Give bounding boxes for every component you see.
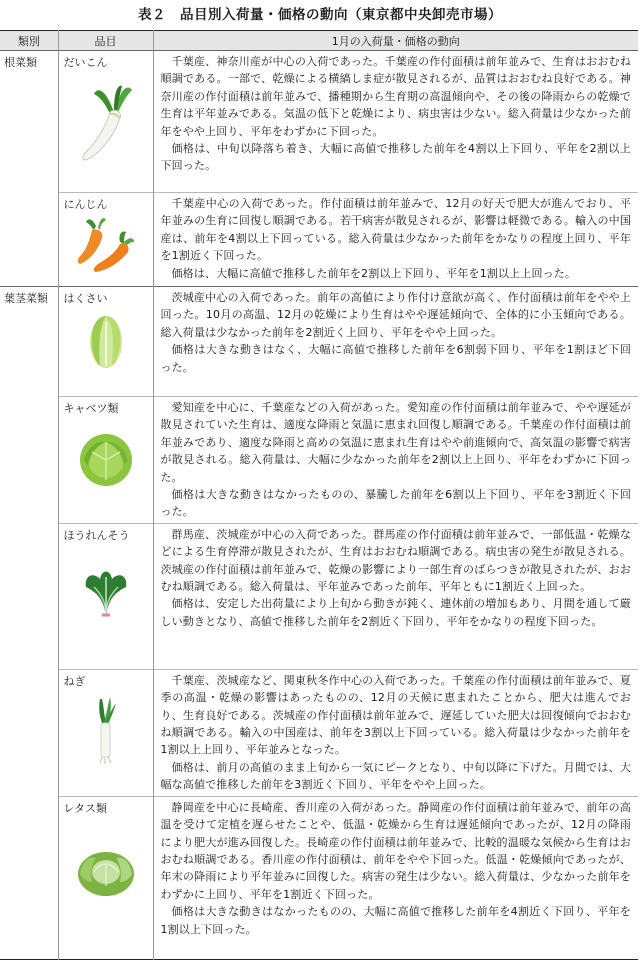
price-text: 価格は大きな動きはなく、大幅に高値で推移した前年を6割弱下回り、平年を1割ほど下回った。 — [160, 343, 631, 374]
item-name: ねぎ — [63, 674, 86, 688]
napa-cabbage-icon — [84, 312, 128, 372]
item-cell — [58, 523, 153, 669]
table-row — [0, 287, 638, 397]
trend-cell — [153, 287, 638, 397]
item-name: だいこん — [63, 56, 108, 69]
category-leafy-vegetables: 葉茎菜類 — [0, 287, 58, 960]
table-row — [0, 669, 638, 796]
leek-icon — [86, 695, 126, 765]
price-text: 価格は、大幅に高値で推移した前年を2割以上下回り、平年を1割以上上回った。 — [171, 266, 577, 280]
table-row — [0, 523, 638, 669]
trend-cell — [153, 51, 638, 193]
trend-cell — [153, 669, 638, 796]
supply-text: 茨城産中心の入荷であった。前年の高値により作付け意欲が高く、作付面積は前年をやや上回った。10月の高温、12月の乾燥により生育はやや遅延傾向で、全体的に小玉傾向である。総入荷量は少なかった前年を2割近く上回り、平年をやや上回った。 — [160, 291, 631, 339]
item-name: ほうれんそう — [63, 528, 130, 542]
category-root-vegetables: 根菜類 — [0, 51, 58, 287]
price-text: 価格は、中旬以降落ち着き、大幅に高値で推移した前年を4割以上下回り、平年を2割以上下回った。 — [160, 142, 631, 173]
table-row — [0, 193, 638, 287]
trend-cell — [153, 796, 638, 959]
carrot-icon — [74, 216, 138, 276]
price-text: 価格は、安定した出荷量により上旬から動きが鈍く、連休前の増加もあり、月間を通して厳しい動きとなり、高値で推移した前年を2割近く下回り、平年をかなりの程度下回った。 — [160, 597, 631, 628]
supply-text: 千葉産中心の入荷であった。作付面積は前年並みで、12月の好天で肥大が進んでおり、平年並みの生育に回復し順調である。若干病害が散見されるが、影響は軽微である。輸入の中国産は、前年を4割以上下回っている。総入荷量は少なかった前年をかなりの程度上回り、平年を1割近く下回った。 — [160, 197, 631, 263]
supply-text: 群馬産、茨城産が中心の入荷であった。群馬産の作付面積は前年並みで、一部低温・乾燥などによる生育停滞が散見されたが、生育はおおむね順調である。病虫害の発生が散見される。茨城産の作付面積は前年並みで、乾燥の影響により一部生育のばらつきが散見されたが、おおむね順調である。総入荷量は、平年並みであった前年、平年ともに1割近く上回った。 — [160, 527, 631, 594]
table-row — [0, 796, 638, 959]
header-trend: 1月の入荷量・価格の動向 — [153, 31, 638, 51]
supply-text: 千葉産、茨城産など、関東秋冬作中心の入荷であった。千葉産の作付面積は前年並みで、夏季の高温・乾燥の影響はあったものの、12月の天候に恵まれたことから、肥大は進んでおり、生育良好である。茨城産の作付面積は前年並みで、遅延していた肥大は回復傾向でおおむね順調である。輸入の中国産は、前年を3割以上下回っている。総入荷量は少なかった前年を1割以上上回り、平年並みとなった。 — [160, 673, 631, 757]
trend-cell — [153, 193, 638, 287]
item-cell — [58, 193, 153, 287]
item-cell — [58, 397, 153, 524]
supply-text: 静岡産を中心に長崎産、香川産の入荷があった。静岡産の作付面積は前年並みで、前年の高温を受けて定植を遅らせたことや、低温・乾燥から生育は遅延傾向であったが、12月の降雨により肥大が進み回復した。長崎産の作付面積は前年並みで、比較的温暖な気候から生育はおおむね順調である。香川産の作付面積は、前年をやや下回った。低温・乾燥傾向であったが、年末の降雨により平年並みに回復した。病害の発生は少ない。総入荷量は、少なかった前年をわずかに上回り、平年を1割近く下回った。 — [160, 800, 631, 901]
item-name: レタス類 — [63, 801, 108, 815]
item-name: はくさい — [63, 292, 108, 305]
item-cell — [58, 796, 153, 959]
item-cell — [58, 51, 153, 193]
price-text: 価格は大きな動きはなかったものの、大幅に高値で推移した前年を4割近く下回り、平年を1割以上下回った。 — [160, 905, 631, 936]
price-text: 価格は、前月の高値のまま上旬から一気にピークとなり、中旬以降に下げた。月間では、大幅な高値で推移した前年を3割近く下回り、平年をやや上回った。 — [160, 760, 631, 792]
item-name: キャベツ類 — [63, 402, 119, 415]
item-name: にんじん — [63, 198, 108, 211]
header-category: 類別 — [0, 31, 58, 51]
item-cell — [58, 669, 153, 796]
trend-cell — [153, 397, 638, 524]
cabbage-icon — [74, 430, 138, 488]
item-cell — [58, 287, 153, 397]
trend-cell — [153, 523, 638, 669]
header-row — [0, 31, 638, 51]
spinach-icon — [80, 557, 132, 619]
lettuce-icon — [74, 842, 138, 900]
table-row — [0, 51, 638, 193]
table-title: 表２ 品目別入荷量・価格の動向（東京都中央卸売市場） — [138, 7, 502, 23]
supply-text: 愛知産を中心に、千葉産などの入荷があった。愛知産の作付面積は前年並みで、やや遅延が散見されていた生育は、適度な降雨と気温に恵まれ回復し順調である。千葉産の作付面積は前年並みであり、適度な降雨と高めの気温に恵まれ生育はやや前進傾向で、高気温の影響で病害が散見される。総入荷量は、大幅に少なかった前年を2割以上上回り、平年をわずかに下回った。 — [160, 401, 631, 484]
price-text: 価格は大きな動きはなかったものの、暴騰した前年を6割以上下回り、平年を3割近く下回った。 — [160, 488, 631, 519]
table-row — [0, 397, 638, 524]
daikon-icon — [76, 80, 136, 164]
supply-text: 千葉産、神奈川産が中心の入荷であった。千葉産の作付面積は前年並みで、生育はおおむね順調である。一部で、乾燥による横縞しま症が散見されるが、品質はおおむね良好である。神奈川産の作付面積は前年並みで、播種期から生育期の高温傾向や、その後の降雨からの乾燥で生育は平年並みである。気温の低下と乾燥により、病虫害は少ない。総入荷量は少なかった前年をやや上回り、平年をわずかに下回った。 — [160, 55, 631, 138]
header-item: 品目 — [58, 31, 153, 51]
market-trend-table — [0, 30, 638, 960]
